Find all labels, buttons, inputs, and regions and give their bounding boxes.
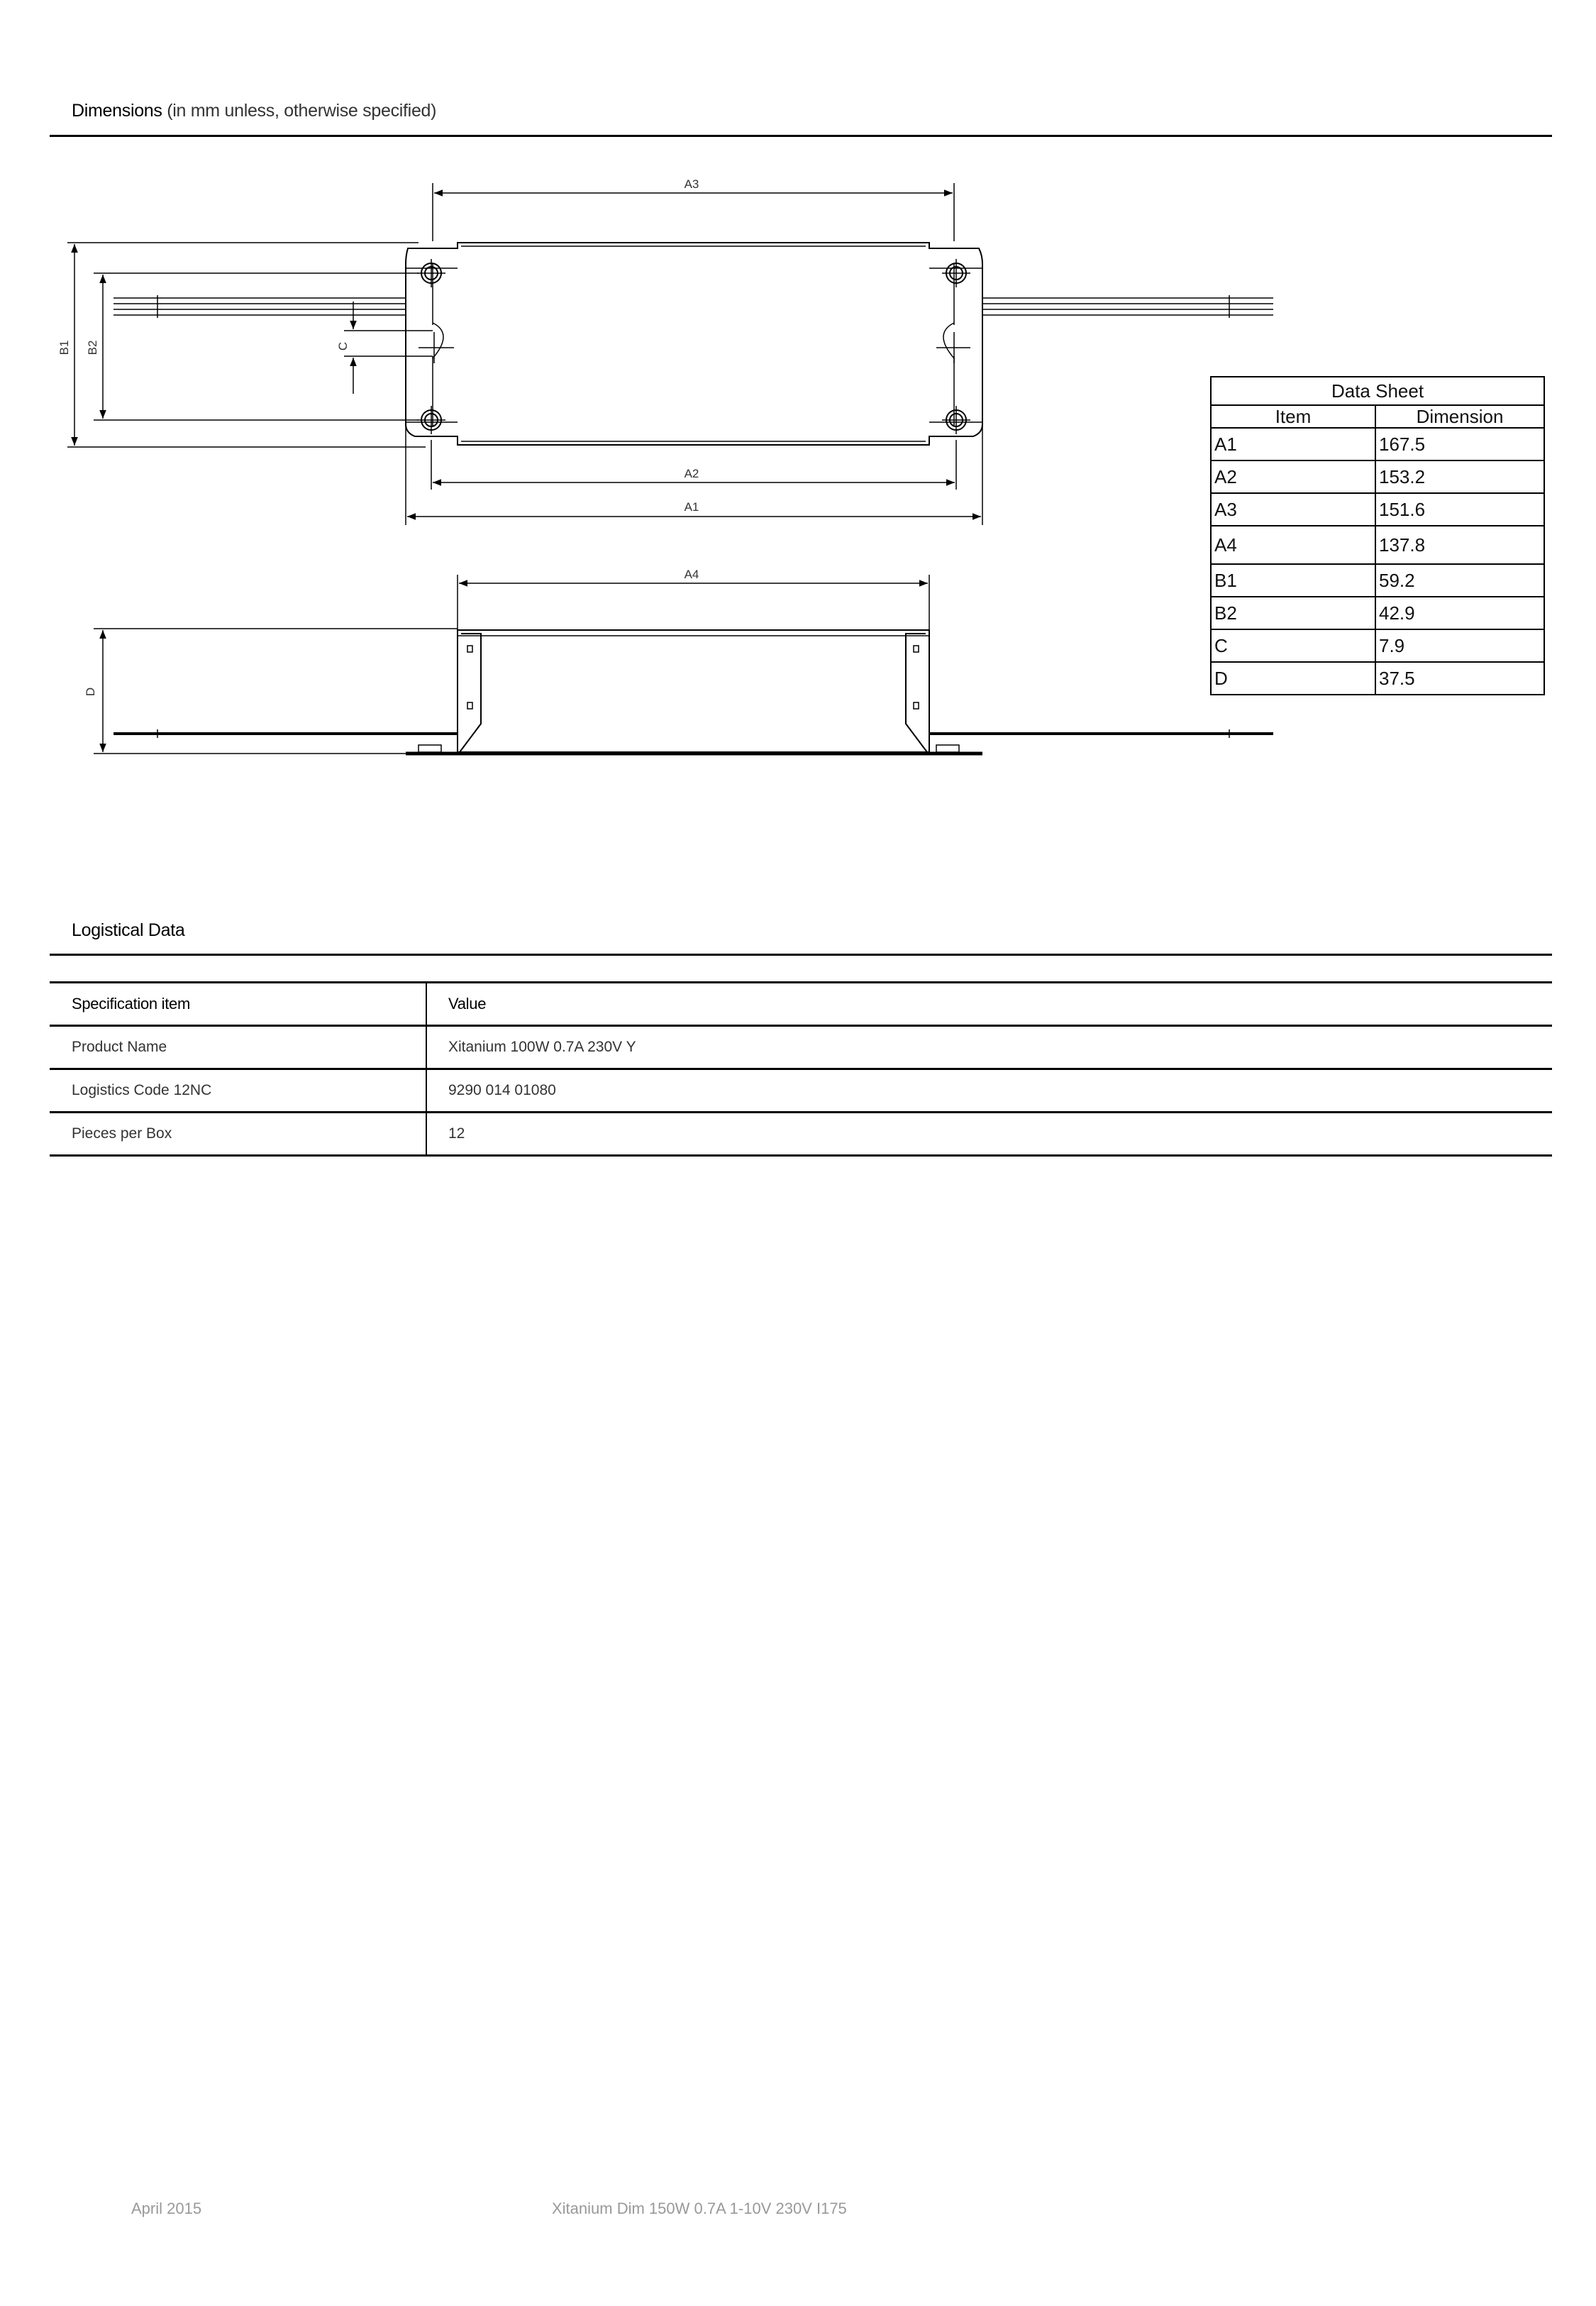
label-d: D bbox=[84, 687, 97, 697]
data-sheet-dimension: 153.2 bbox=[1375, 460, 1544, 493]
logistical-value: 9290 014 01080 bbox=[426, 1069, 1552, 1113]
table-row bbox=[1211, 597, 1544, 629]
data-sheet-item: B2 bbox=[1211, 597, 1375, 629]
data-sheet-dimension: 7.9 bbox=[1375, 629, 1544, 662]
data-sheet-title: Data Sheet bbox=[1211, 377, 1544, 405]
mounting-hole-bl bbox=[417, 406, 445, 434]
label-b1: B1 bbox=[57, 340, 71, 355]
table-row bbox=[1211, 564, 1544, 597]
logistical-value: Xitanium 100W 0.7A 230V Y bbox=[426, 1026, 1552, 1069]
data-sheet-dimension: 151.6 bbox=[1375, 493, 1544, 526]
logistical-item: Pieces per Box bbox=[50, 1113, 426, 1156]
dimensions-title: Dimensions bbox=[72, 101, 162, 121]
table-row bbox=[1211, 460, 1544, 493]
table-header-row bbox=[50, 983, 1552, 1026]
table-row bbox=[1211, 526, 1544, 564]
data-sheet-item: A4 bbox=[1211, 526, 1375, 564]
data-sheet-dimension: 59.2 bbox=[1375, 564, 1544, 597]
data-sheet-item: C bbox=[1211, 629, 1375, 662]
logistical-rule bbox=[50, 954, 1552, 956]
table-row bbox=[50, 1113, 1552, 1156]
data-sheet-dimension: 167.5 bbox=[1375, 428, 1544, 460]
logistical-header-item: Specification item bbox=[50, 983, 426, 1026]
data-sheet-item: A3 bbox=[1211, 493, 1375, 526]
label-c: C bbox=[336, 341, 350, 351]
label-a4: A4 bbox=[684, 568, 699, 581]
data-sheet-table bbox=[1210, 376, 1545, 695]
footer-product: Xitanium Dim 150W 0.7A 1-10V 230V I175 bbox=[552, 2200, 847, 2217]
data-sheet-dimension: 37.5 bbox=[1375, 662, 1544, 695]
footer-date: April 2015 bbox=[131, 2200, 202, 2217]
logistical-item: Logistics Code 12NC bbox=[50, 1069, 426, 1113]
data-sheet-item: D bbox=[1211, 662, 1375, 695]
logistical-title: Logistical Data bbox=[72, 920, 185, 940]
data-sheet-item: B1 bbox=[1211, 564, 1375, 597]
left-wires bbox=[113, 295, 406, 318]
side-view-body bbox=[458, 630, 929, 752]
mounting-hole-tr bbox=[942, 259, 970, 287]
data-sheet-header-dimension: Dimension bbox=[1375, 405, 1544, 428]
label-a2: A2 bbox=[684, 467, 699, 480]
data-sheet-dimension: 137.8 bbox=[1375, 526, 1544, 564]
label-b2: B2 bbox=[86, 340, 99, 355]
label-a3: A3 bbox=[684, 177, 699, 191]
data-sheet-item: A1 bbox=[1211, 428, 1375, 460]
data-sheet-header-item: Item bbox=[1211, 405, 1375, 428]
table-row bbox=[1211, 428, 1544, 460]
logistical-value: 12 bbox=[426, 1113, 1552, 1156]
table-row bbox=[1211, 493, 1544, 526]
table-row bbox=[1211, 662, 1544, 695]
mounting-hole-tl bbox=[417, 259, 445, 287]
dimensions-note: (in mm unless, otherwise specified) bbox=[162, 101, 437, 121]
label-a1: A1 bbox=[684, 500, 699, 514]
mounting-hole-br bbox=[942, 406, 970, 434]
right-wires bbox=[982, 295, 1273, 318]
logistical-item: Product Name bbox=[50, 1026, 426, 1069]
data-sheet-item: A2 bbox=[1211, 460, 1375, 493]
table-row bbox=[50, 1026, 1552, 1069]
logistical-table bbox=[50, 981, 1552, 1157]
data-sheet-dimension: 42.9 bbox=[1375, 597, 1544, 629]
logistical-header-value: Value bbox=[426, 983, 1552, 1026]
table-row bbox=[1211, 629, 1544, 662]
top-view-body bbox=[406, 243, 982, 445]
table-row bbox=[50, 1069, 1552, 1113]
